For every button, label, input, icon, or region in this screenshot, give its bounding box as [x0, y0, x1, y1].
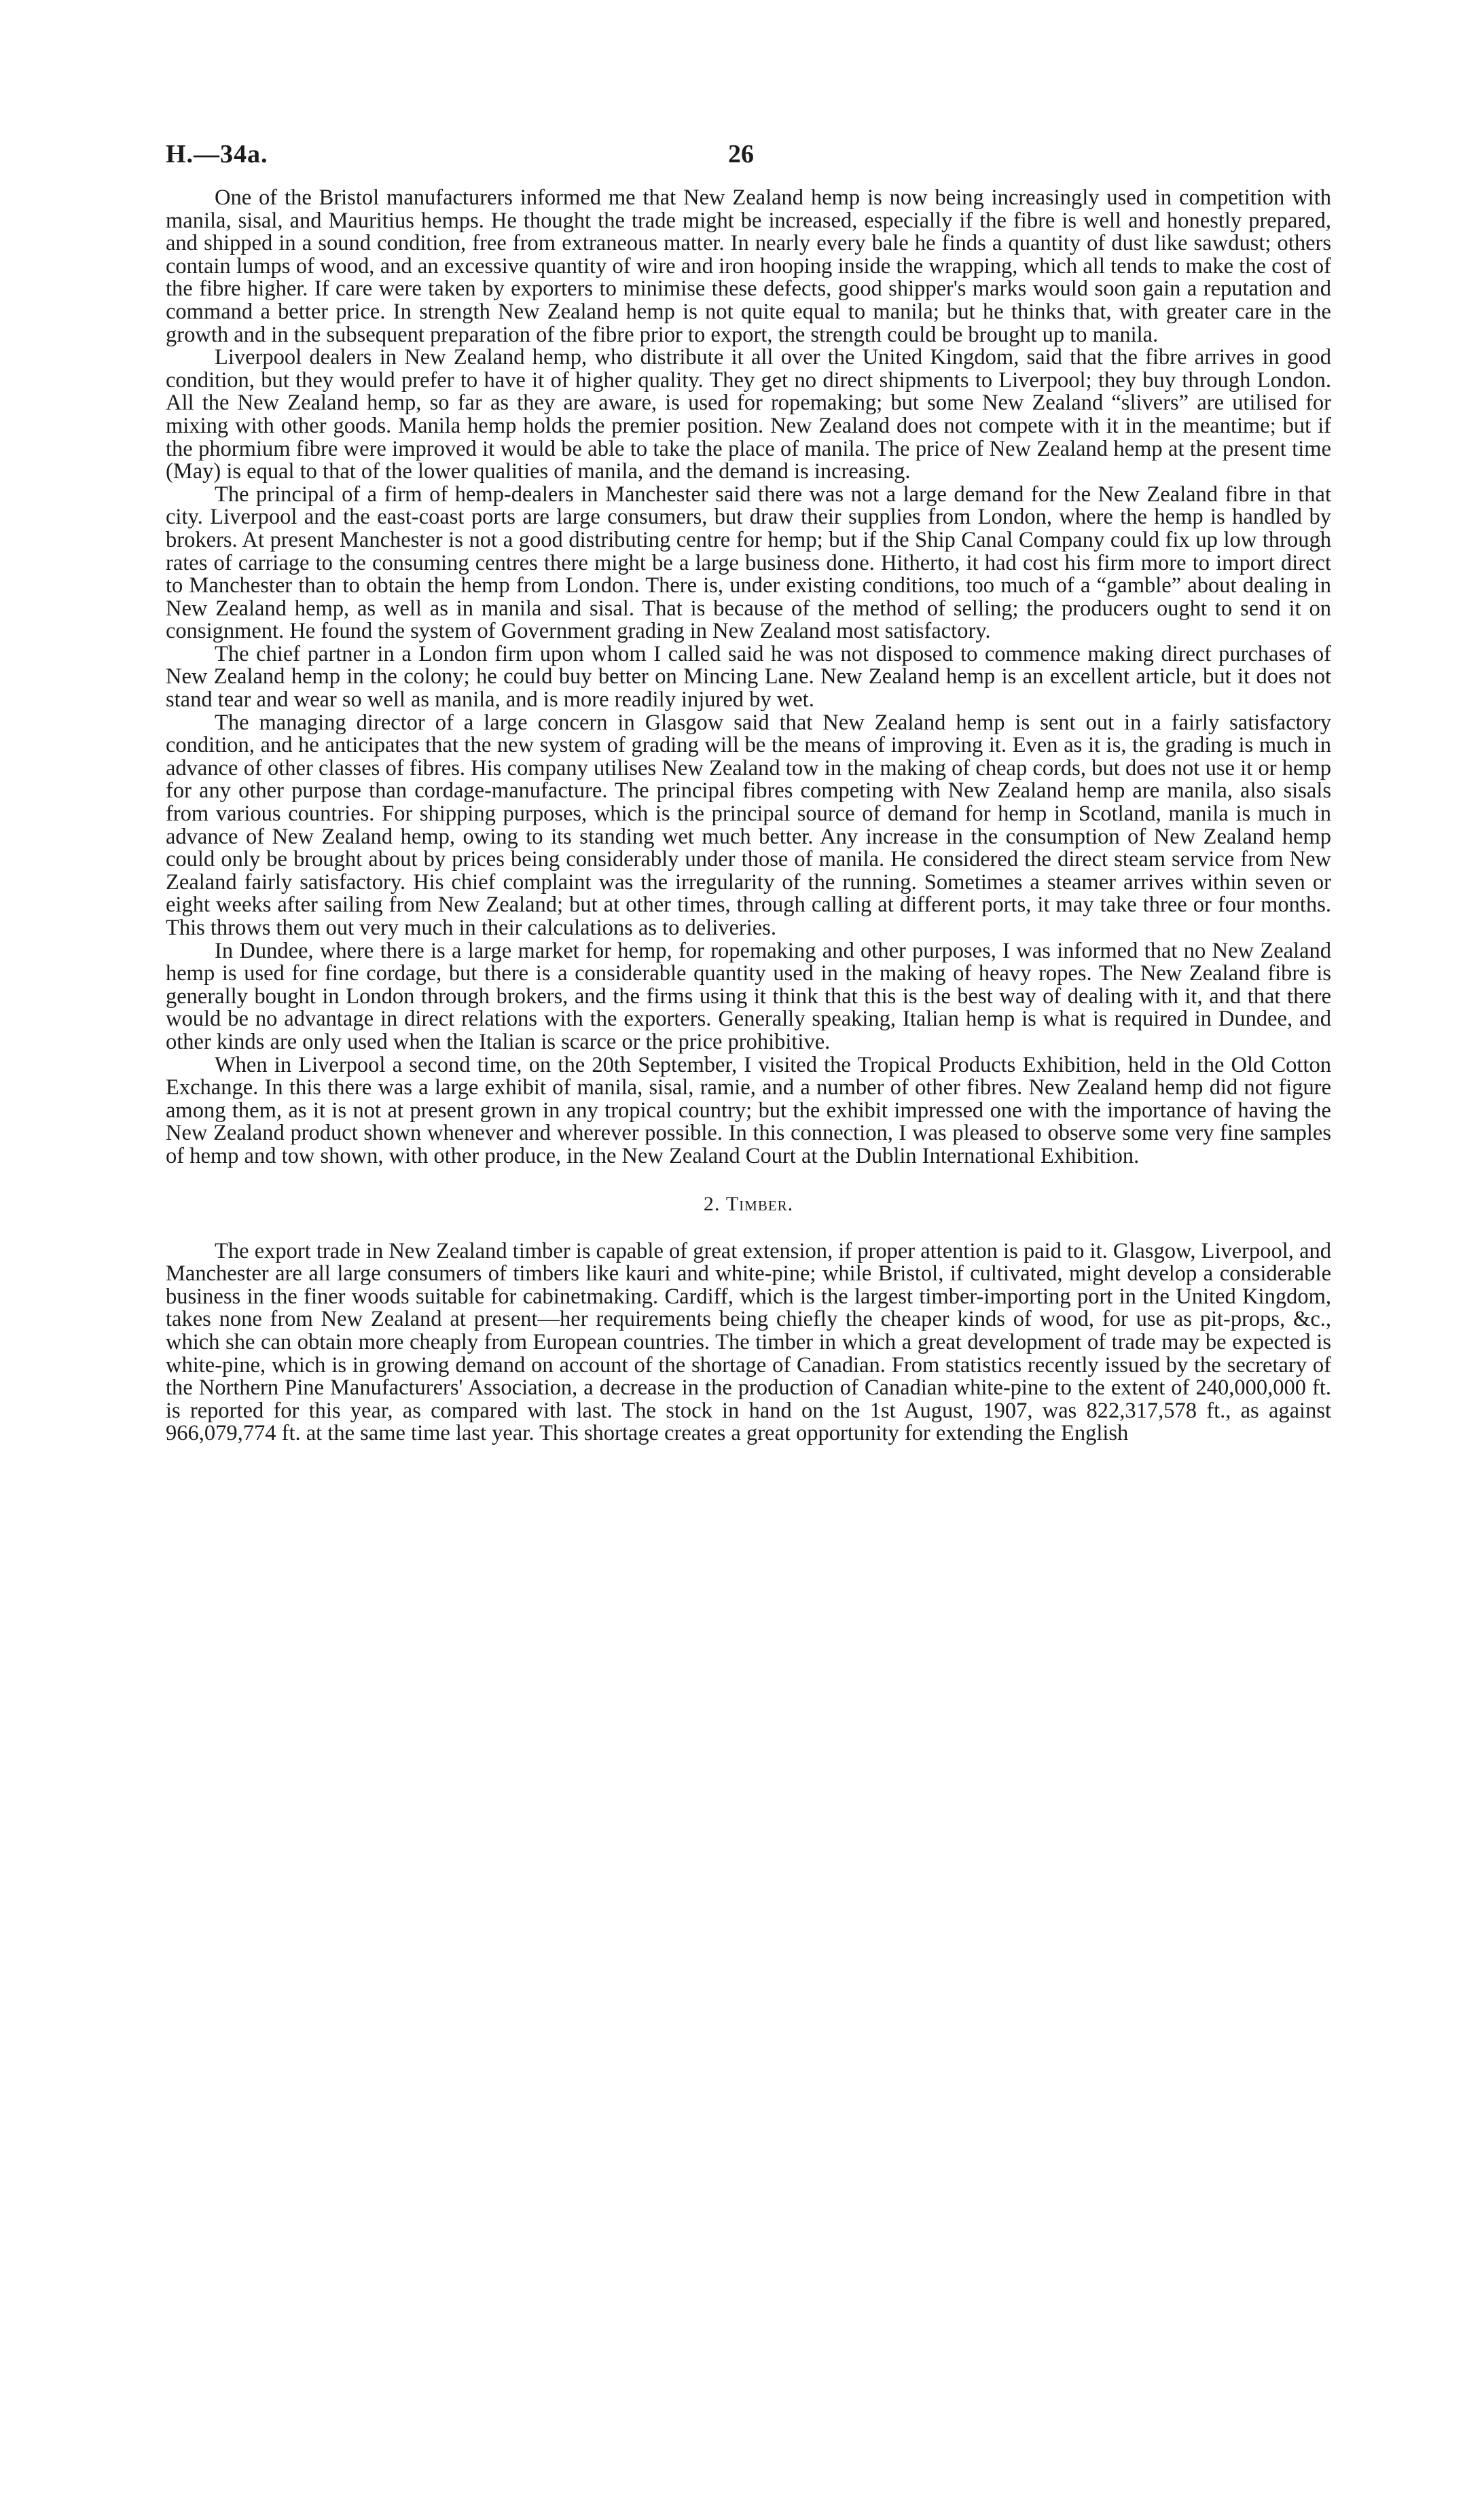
body-text-hemp	[166, 187, 1331, 1168]
section-number: 2.	[703, 1192, 721, 1215]
paragraph-glasgow: The managing director of a large concern in Glasgow said that New Zealand hemp is sent out in a fairly satisfactory condition, and he anticipates that the new system of grading will be the means of improving it. Even as it is, the grading is much in advance of other classes of fibres. His company utilises New Zealand tow in the making of cheap cords, but does not use it or hemp for any other purpose than cordage-manufacture. The principal fibres competing with New Zealand hemp are manila, also sisals from various countries. For shipping purposes, which is the principal source of demand for hemp in Scotland, manila is much in advance of New Zealand hemp, owing to its standing wet much better. Any increase in the consumption of New Zealand hemp could only be brought about by prices being considerably under those of manila. He considered the direct steam service from New Zealand fairly satisfactory. His chief complaint was the irregularity of the running. Sometimes a steamer arrives within seven or eight weeks after sailing from New Zealand; but at other times, through calling at different ports, it may take three or four months. This throws them out very much in their calculations as to deliveries.	[166, 710, 1331, 940]
body-text-timber	[166, 1240, 1331, 1445]
paragraph-liverpool: Liverpool dealers in New Zealand hemp, who distribute it all over the United Kingdom, said that the fibre arrives in good condition, but they would prefer to have it of higher quality. They get no direct shipments to Liverpool; they buy through London. All the New Zealand hemp, so far as they are aware, is used for ropemaking; but some New Zealand “slivers” are utilised for mixing with other goods. Manila hemp holds the premier position. New Zealand does not compete with it in the meantime; but if the phormium fibre were improved it would be able to take the place of manila. The price of New Zealand hemp at the present time (May) is equal to that of the lower qualities of manila, and the demand is increasing.	[166, 345, 1331, 484]
paragraph-exhibition: When in Liverpool a second time, on the 20th September, I visited the Tropical Products Exhibition, held in the Old Cotton Exchange. In this there was a large exhibit of manila, sisal, ramie, and a number of other fibres. New Zealand hemp did not figure among them, as it is not at present grown in any tropical country; but the exhibit impressed one with the importance of having the New Zealand product shown whenever and wherever possible. In this connection, I was pleased to observe some very fine samples of hemp and tow shown, with other produce, in the New Zealand Court at the Dublin International Exhibition.	[166, 1052, 1331, 1168]
section-heading-timber	[166, 1193, 1331, 1216]
page-header	[166, 139, 1331, 187]
page-number: 26	[728, 140, 754, 168]
paragraph-dundee: In Dundee, where there is a large market for hemp, for ropemaking and other purposes, I was informed that no New Zealand hemp is used for fine cordage, but there is a considerable quantity used in the making of heavy ropes. The New Zealand fibre is generally bought in London through brokers, and the firms using it think that this is the best way of dealing with it, and that there would be no advantage in direct relations with the exporters. Generally speaking, Italian hemp is what is required in Dundee, and other kinds are only used when the Italian is scarce or the price prohibitive.	[166, 938, 1331, 1054]
paragraph-london: The chief partner in a London firm upon whom I called said he was not disposed to commence making direct purchases of New Zealand hemp in the colony; he could buy better on Mincing Lane. New Zealand hemp is an excellent article, but it does not stand tear and wear so well as manila, and is more readily injured by wet.	[166, 641, 1331, 713]
paragraph-bristol: One of the Bristol manufacturers informed me that New Zealand hemp is now being increasingly used in competition with manila, sisal, and Mauritius hemps. He thought the trade might be increased, especially if the fibre is well and honestly prepared, and shipped in a sound condition, free from extraneous matter. In nearly every bale he finds a quantity of dust like sawdust; others contain lumps of wood, and an excessive quantity of wire and iron hooping inside the wrapping, which all tends to make the cost of the fibre higher. If care were taken by exporters to minimise these defects, good shipper's marks would soon gain a reputation and command a better price. In strength New Zealand hemp is not quite equal to manila; but he thinks that, with greater care in the growth and in the subsequent preparation of the fibre prior to export, the strength could be brought up to manila.	[166, 185, 1331, 347]
paragraph-timber-trade: The export trade in New Zealand timber is capable of great extension, if proper attention is paid to it. Glasgow, Liverpool, and Manchester are all large consumers of timbers like kauri and white-pine; while Bristol, if cultivated, might develop a considerable business in the finer woods suitable for cabinetmaking. Cardiff, which is the largest timber-importing port in the United Kingdom, takes none from New Zealand at present—her requirements being chiefly the cheaper kinds of wood, for use as pit-props, &c., which she can obtain more cheaply from European countries. The timber in which a great development of trade may be expected is white-pine, which is in growing demand on account of the shortage of Canadian. From statistics recently issued by the secretary of the Northern Pine Manufacturers' Association, a decrease in the production of Canadian white-pine to the extent of 240,000,000 ft. is reported for this year, as compared with last. The stock in hand on the 1st August, 1907, was 822,317,578 ft., as against 966,079,774 ft. at the same time last year. This shortage creates a great opportunity for extending the English	[166, 1238, 1331, 1446]
paragraph-manchester: The principal of a firm of hemp-dealers in Manchester said there was not a large demand for the New Zealand fibre in that city. Liverpool and the east-coast ports are large consumers, but draw their supplies from London, where the hemp is handled by brokers. At present Manchester is not a good distributing centre for hemp; but if the Ship Canal Company could fix up low through rates of carriage to the consuming centres there might be a large business done. Hitherto, it had cost his firm more to import direct to Manchester than to obtain the hemp from London. There is, under existing conditions, too much of a “gamble” about dealing in New Zealand hemp, as well as in manila and sisal. That is because of the method of selling; the producers ought to send it on consignment. He found the system of Government grading in New Zealand most satisfactory.	[166, 482, 1331, 644]
document-reference: H.—34a.	[166, 140, 268, 168]
section-title: Timber.	[725, 1192, 794, 1215]
document-page	[166, 139, 1331, 1445]
